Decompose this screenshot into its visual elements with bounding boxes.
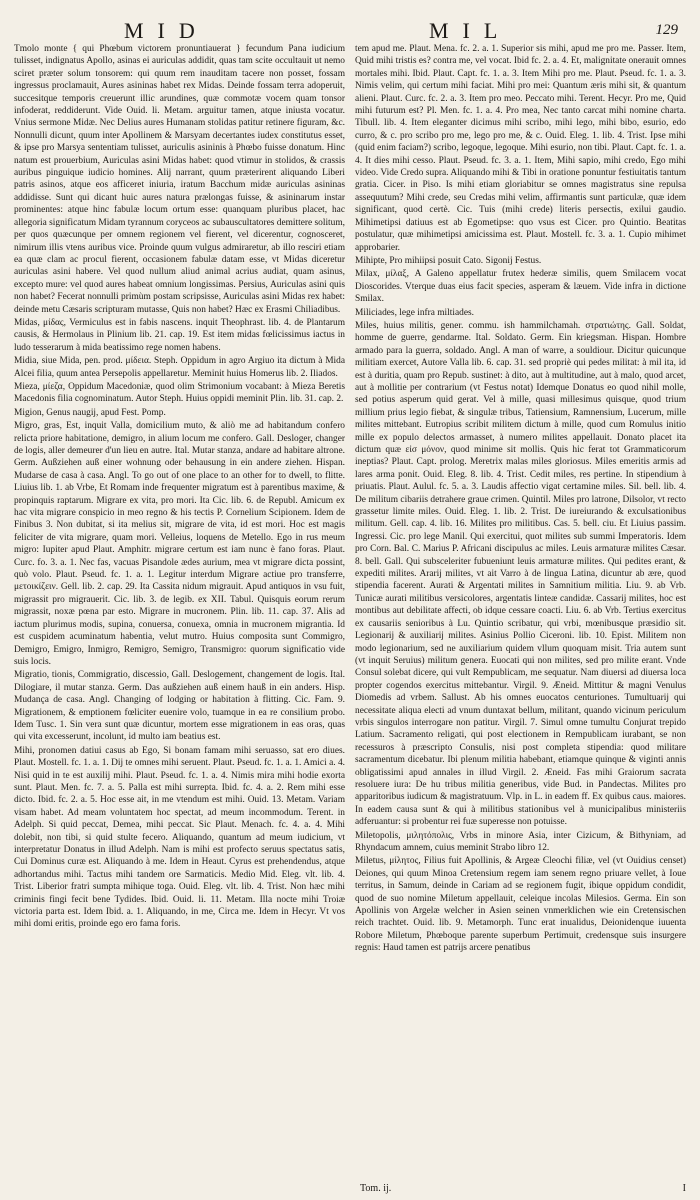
entry-miliciades: Miliciades, lege infra miltiades. — [355, 307, 474, 318]
entry-midia: Midia, siue Mida, pen. prod. μίδεια. Steph. Oppidum in agro Argiuo ita dictum à Mida Alcei filia, quum antea Persepolis appellaretur. Meminit huius Homerus lib. 2. Iliados. — [14, 356, 345, 379]
right-column — [355, 42, 686, 1172]
entry-mieza: Mieza, μίεζα, Oppidum Macedoniæ, quod olim Strimonium vocabant: à Mieza Beretis Macedonis filia cognominatum. Autor Steph. Huius oppidi meminit Plin. lib. 31. cap. 2. — [14, 381, 345, 405]
entry-miletopolis: Miletopolis, μιλητόπολις, Vrbs in minore Asia, inter Cizicum, & Bithyniam, ad Rhyndacum amnem, cuius meminit Strabo libro 12. — [355, 830, 686, 853]
entry-miles: Miles, huius militis, gener. commu. ish hammilchamah. στρατιώτης. Gall. Soldat, homme de guerre, gendarme. Ital. Soldato. Germ. Ein kriegsman. Hispan. Hombre armado para la guerra, soldado. Angl. A man of warre, a souldiour. Dicitur quicunque militiam exercet, Autore Valla lib. 6. cap. 31. sed propriè qui pedes militat: à mil ita, id est à duritia, quam pro Repub. sustinet: à dito, aut à multitudine, aut à malo, quod arcet, aut à mollitie per contrarium (vt Festus notat) Idemque Donatus eo quod nihil molle, sed potius asperum quid gerat. Vel à mille, quasi millesimus quisque, quod trium millium prius legio fiebat, & singulæ tribus, Tatiensium, Ramnensium, Lucerum, mille milites mittebant. Eutropius scribit militem dictum à mille, quod cum Romulus initio mille ex populo delectos armasset, à numero milites appellauit. Donato placet ita dictum quæ εἰσ μόνον, quod minime sit mollis. Quis hic ferat tot Grammaticorum ineptias? Plaut. Capt. prolog. Meretrix malas miles gloriosus. Miles emeritis armis ad lares arma ponit. Ouid. Eleg. 8. lib. 4. Trist. Cedit miles, res pertine. In stipendium à priuatis. Plaut. Aulul. fc. 5. a. 3. Laudis affectio vigat certamine miles. Sil. bell. lib. 4. De militum cibariis detrahere graue crimen. Quintil. Miles pro latrone, Dilsolor, vt recto grassetur limite miles. Ouid. Eleg. 1. lib. 2. Trist. De iureiurando & exculsationibus militum. Gell. cap. 4. lib. 16. Milites pro militibus. Cas. 5. bell. ciu. Et Liuius passim. Ingressi. Cic. pro lege Manil. Qui exercitui, quot milites sub summi Imperatoris. Idem pro Corn. Bal. C. Marius P. Africani discipulus ac miles. Leuis armaturæ milites Cæsar. 8. bell. Gall. Qui subsceleriter fubueniunt leuis armaturæ milites. Qui pedites erant, & expediti milites. Ararij milites, vt ait Varro à de lingua Latina, dicuntur ab ære, quod stipendia facerent. Aurati & Argentati milites in Samnitium militia. Liu. 9. ab Vrb. Tunicæ aurati militibus versicolores, argentatis linteæ candidæ. Cassarij milites, hoc est montibus aut debilitate affecti, ob idque cessare coacti. Liu. 6. ab Vrb. Tertius exercitus ex causariis senioribus à Lu. Quintio scribatur, qui vrbi, mœnibusque præsidio sit. Legionarij & auxiliarij milites. Asinius Pollio Ciceroni. lib. 10. Epist. Militem non modo legionarium, sed ne auxiliarium quidem vllum quoquam misit. Tria autem sunt (vt inquit Seruius) militum genera. Euocati qui non milites, sed pro milite erant. Vnde Consul solebat dicere, qui vult Rempublicam, me sequatur. Nam diuersi ad diuersa loca propter cogendos exercitus mittebantur. Virgil. 9. Æneid. Mittitur & magni Venulus Diomedis ad vrbem. Sallust. Ab his omnes euocatos centuriones. Tumultuarij qui necessitate aliqua electi ad vnum duntaxat bellum, militant, quando vicinum periculum vrbis singulos interrogare non patitur. Virgil. 7. Simul omne tumultu Conjurat trepido Latium. Sacramento religati, qui post electionem in Rempublicam iurabant, se non recessuros à præscripto Consulis, nisi post completa stipendia: quod militare sacramentum dicebatur. Ibi plenum militia habebant, etiamque quinque & viginti annis obligatissimi apud annales in illud Virgil. 2. Æneid. Fas mihi Graiorum sacrata resoluere iura: De hu tribus militia generibus, vide Bud. in Pandectas. Milites pro apparitoribus iudicum & magistratuum. Vlp. in L. in eadem ff. Ex quibus caus. maiores. In eadem causa sunt & qui à militibus stationibus vel à municipalibus ministeriis adferuantur: si probentur rei fuæ superesse non potuisse. — [355, 320, 686, 828]
entry-migro: Migro, gras, Est, inquit Valla, domicilium muto, & aliò me ad habitandum confero relicta priore habitatione, demigro, in alium locum me confero. Gall. Desloger, changer de logis, aller demeurer d'un lieu en autre. Ital. Mutar stanza, andare ad habitare altrone. Germ. Außziehen auß einer wohnung oder behausung in ein andere ziehen. Hispan. Mudarse de casa à casa. Angl. To go out of one place to an other for to dwell, to flitte. Liuius lib. 1. ab Vrbe, Et Romam inde frequenter migratum est à parentibus maxime, & propinquis raptarum. Migrare ex vita, pro mori. Ita Cic. lib. 6. de Republ. Amicum ex hac vita migrare conspicio in meo regno & his tectis P. Cornelium Scipionem. Idem de Finibus 3. Non dubitat, si ita melius sit, migrare de vita, id est mori. Hoc est magis feliciter de vita migrare, quam mori. Velleius, loquens de Metello. Ego in rus meum migro: Iupiter apud Plaut. Amphitr. migrare certum est iam nunc è fano foras. Plaut. Curc. fo. 3. a. 1. Nec fas, vacuas Pisandole ædes aurium, mea vt migrare dicta possint, quò volo. Plaut. Pseud. fc. 1. a. 1. Legitur interdum Migrare actiue pro transferre, μετοικίζειν. Gell. lib. 2. cap. 29. Ita Cassita nidum migrauit. Apud antiquos in vsu fuit, migrassit pro migrauerit. Cic. lib. 3. de legib. ex XII. Tabul. Quisquis eorum rerum migrassit, noxæ pœna par esto. Migrare in mucronem. Plin. lib. 11. cap. 37. Alis ad iactum plurimus modis, supina, conuersa, conuexa, omnia in mucronem migrantia. Id est cuspidem acuminatum habentia, velut mutro. Huius composita sunt Commigro, Demigro, Emigro, Inmigro, Remigro, Semigro, Transmigro: quorum significatio vide suis locis. — [14, 421, 345, 667]
running-head-left: MID — [124, 18, 209, 43]
volume-label: Tom. ij. — [360, 1183, 392, 1194]
entry-miletus: Miletus, μίλητος, Filius fuit Apollinis, & Argeæ Cleochi filiæ, vel (vt Ouidius censet) Deiones, qui quum Minoa Cretensium regem iam senem regno priuare vellet, à Ioue territus, in Samum, deinde in Cariam ad se regionem fugit, ibique oppidum condidit, quod de suo nomine Miletum appellauit, celeique incolas Milesios. Germa. Ein son Apollinis von Argelæ welcher in Asien seinen vnmerklichen wie ein Cretensischen reich trachtet. Ouid. lib. 9. Metamorph. Tunc erat inualidus, Deionidenque iuuenta Robore Miletum, Phœboque parente superbum Pertimuit, credensque suis insurgere regnis: Haud tamen est patrijs arcere penatibus — [355, 856, 686, 954]
entry-mihi-continued: tem apud me. Plaut. Mena. fc. 2. a. 1. Superior sis mihi, apud me pro me. Passer. Item, Quid mihi tristis es? contra me, vel vocat. Ibid fc. 2. a. 4. Et, malignitate onerauit omnes mortales mihi. Ibid. Plaut. Capt. fc. 1. a. 3. Item Mihi pro me. Plaut. Pseud. fc. 1. a. 3. Nimis velim, qui certum mihi faciat. Mihi pro mei: Quantum æris mihi sit, & quantum alieni. Plaut. Curc. fc. 2. a. 3. Item pro meo. Peccato mihi. Terent. Hecyr. Pro me, Quid mihi futurum est? Pl. Men. fc. 1. a. 4. Pro mea, Nec tanto carcat mihi nomine charta. Tibull. lib. 4. Item eleganter dicimus mihi scribo, mihi lego, mihi bibo, esurio, edo curro, & c. pro scribo pro me, lego pro me, & c. Ouid. Eleg. 1. lib. 4. Trist. Ipse mihi (quid enim faciam?) scribo, legoque, legoque. Mihi esurio, non tibi. Plaut. Capt. fc. 1. a. 4. It dies mihi cesso. Plaut. Pseud. fc. 3. a. 1. Item, Mihi sapio, mihi credo, Ego mihi video. Vide Credo supra. Aliquando mihi & Tibi in oratione ponuntur festiuitatis tantum gratia. Cicer. in Piso. Is mihi etiam gloriabitur se omnes magistratus sine repulsa assequutum? Mihi crede, seu Credas mihi velim, affirmantis sunt particulæ, quæ idem significant, quod certè. Cic. Tuis (mihi crede) literis persectis, exilui gaudio. Mihimetipsi datiuus est ab Egometipse: quo vsus est Cicer. pro Quintio. Beatitas postulatur, quæ mihimetipsi amicissima est. Plaut. Mostell. fc. 3. a. 1. Cupio mihimet approbarier. — [355, 44, 686, 253]
running-head-right: MIL — [429, 18, 512, 43]
entry-midas-worm: Midas, μίδας, Vermiculus est in fabis nascens. inquit Theophrast. lib. 4. de Plantarum causis, & Hermolaus in Plinium lib. 21. cap. 19. Est item midas fœlicissimus iactus in ludo tesserarum à mida beatissimo rege nomen habens. — [14, 317, 345, 353]
page-number: 129 — [655, 22, 678, 38]
two-column-body — [14, 42, 686, 1172]
entry-migratio: Migratio, tionis, Commigratio, discessio, Gall. Deslogement, changement de logis. Ital. Dilogiare, il mutar stanza. Germ. Das außziehen auß einem hauß in ein anders. Hisp. Mudança de casa. Angl. Changing of lodging or habitation à flitting. Cic. Fam. 9. Migrationem, & emptionem fœliciter euenire volo, tuamque in ea re consilium probo. Idem Tusc. 1. Sin vera sunt quæ dicuntur, mortem esse migrationem in eas oras, quas qui vita excesserunt, incolunt, id multo iam beatius est. — [14, 670, 345, 743]
entry-migion: Migion, Genus naugij, apud Fest. Pomp. — [14, 407, 166, 418]
entry-midas-fable: Tmolo monte { qui Phœbum victorem pronuntiauerat } fecundum Pana iudicium tulisset, indignatus Apollo, asinas ei auriculas addidit, quas tam scite occultauit ut nemo sciret præter solum tonsorem: qui quum rem inauditam tacere non posset, fossam ingressus proclamauit, Aures asininas habet rex Midas. Deinde fossam terra adoperuit, succesitque temporis creuerunt illic arundines, quæ commotæ vocem quam tonsor infoderat, reddiderunt. Vide Ouid. li. Metam. arguitur tamen, atque iniusta vocatur. Vnius sermone Midæ. Nec Delius aures Humanam stolidas patitur retinere figuram, &c. Nonnulli dicunt, quum inter Apollinem & Marsyam decertantes iudex constitutus esset, & ipse pro Marsya sententiam tulisset, auriculis asininis à Phœbo fuisse donatum. Hinc natum est prouerbium, Auriculas asini Midas habet: quod vtimur in stolidos, & crassis auribus pinguique iudicio homines. Alij narrant, quum præterirent aliquando Liberi patris asinos, atque eos afficeret iniuria, iratum Bacchum midæ auriculas asininas addidisse. Sunt qui dicant huic aures natura prælongas fuisse, & asininarum instar prominentes: atque hinc fabulæ locum ortum esse: quanquam pluribus placet, hac allegoria significatum Midam tyrannum coryceos ac subauscultatores demittere solitum, per quos quæcunque per omnem regionem vel fierent, vel dicerentur, cognosceret, nimirum illis vtens auribus vice. Proinde quum vulgus admiraretur, ab illo resciri etiam ea quæ clam ac procul fierent, occasionem fabulæ datam esse, vt Midas diceretur auriculas asini habere. Vel quod nullum aliud animal acrius audiat, quam asinus, excepto mure: vel quod aures habeat omnium longissimas. Persius, Auriculas asini quis non habet? Fecerat nonnulli primùm postam scripsisse, Auriculas asini Midas rex habet: deinde metu Cæsaris scripturam mutasse, Quis non habet? Hæc ex Erasmi Chiliadibus. — [14, 44, 345, 315]
entry-mihipte: Mihipte, Pro mihiipsi posuit Cato. Sigonij Festus. — [355, 255, 542, 266]
running-head — [14, 8, 686, 42]
entry-mihi: Mihi, pronomen datiui casus ab Ego, Si bonam famam mihi seruasso, sat ero diues. Plaut. Mostell. fc. 1. a. 1. Dij te omnes mihi seruent. Plaut. Pseud. fc. 1. a. 1. Amici a. 4. Nisi quid in te est auxilij mihi. Plaut. Pseud. fc. 1. a. 4. Nimis mira mihi hodie exorta sunt. Plaut. Men. fc. 7. a. 5. Palla est mihi surrepta. Ibid. fc. 4. a. 2. Rem mihi esse dicto. Ibid. fc. 2. a. 5. Hoc esse ait, in me vtendum est mihi. Ouid. 13. Metam. Variam visam habet. Ad meam voluntatem hoc spectat, ad meum incommodum. Terent. in Adelph. Si quid peccat, Demea, mihi peccat. Sic Plaut. Menach. fc. 4. a. 4. Mihi dolebit, non tibi, si quid stulte fecero. Aliquando, quantum ad meum iudicium, vt interpretatur Donatus in illud Adelph. Nam is mihi est profecto seruus spectatus satis, Cui Dominus curæ est. Aliquando à me. Idem in Heaut. Cyrus est prehendendus, atque adhortandus mihi. Tactus mihi tandem ore Sarmaticis. Medio Mid. Eleg. vlt. lib. 4. Trist. Liberior fratri sumpta mihique toga. Ouid. Eleg. vlt. lib. 4. Trist. Non hæc mihi criminis fingi fecit bene Tydides. Ibid. Ouid. li. 11. Metam. Illa nocte mihi Troiæ victoria parta est. Idem Ibid. a. 1. Aliquando, in me, Circa me. Idem in Hecyr. Vt vos mihi domi eritis, proinde ego ero fama foris. — [14, 745, 345, 930]
left-column — [14, 42, 345, 1172]
entry-milax: Milax, μίλαξ, A Galeno appellatur frutex hederæ similis, quem Smilacem vocat Dioscorides. Vterque duas eius facit species, asperam & læuem. Vide infra in dictione Smilax. — [355, 269, 686, 305]
page-footer — [360, 1183, 686, 1194]
signature-mark: I — [682, 1183, 686, 1194]
